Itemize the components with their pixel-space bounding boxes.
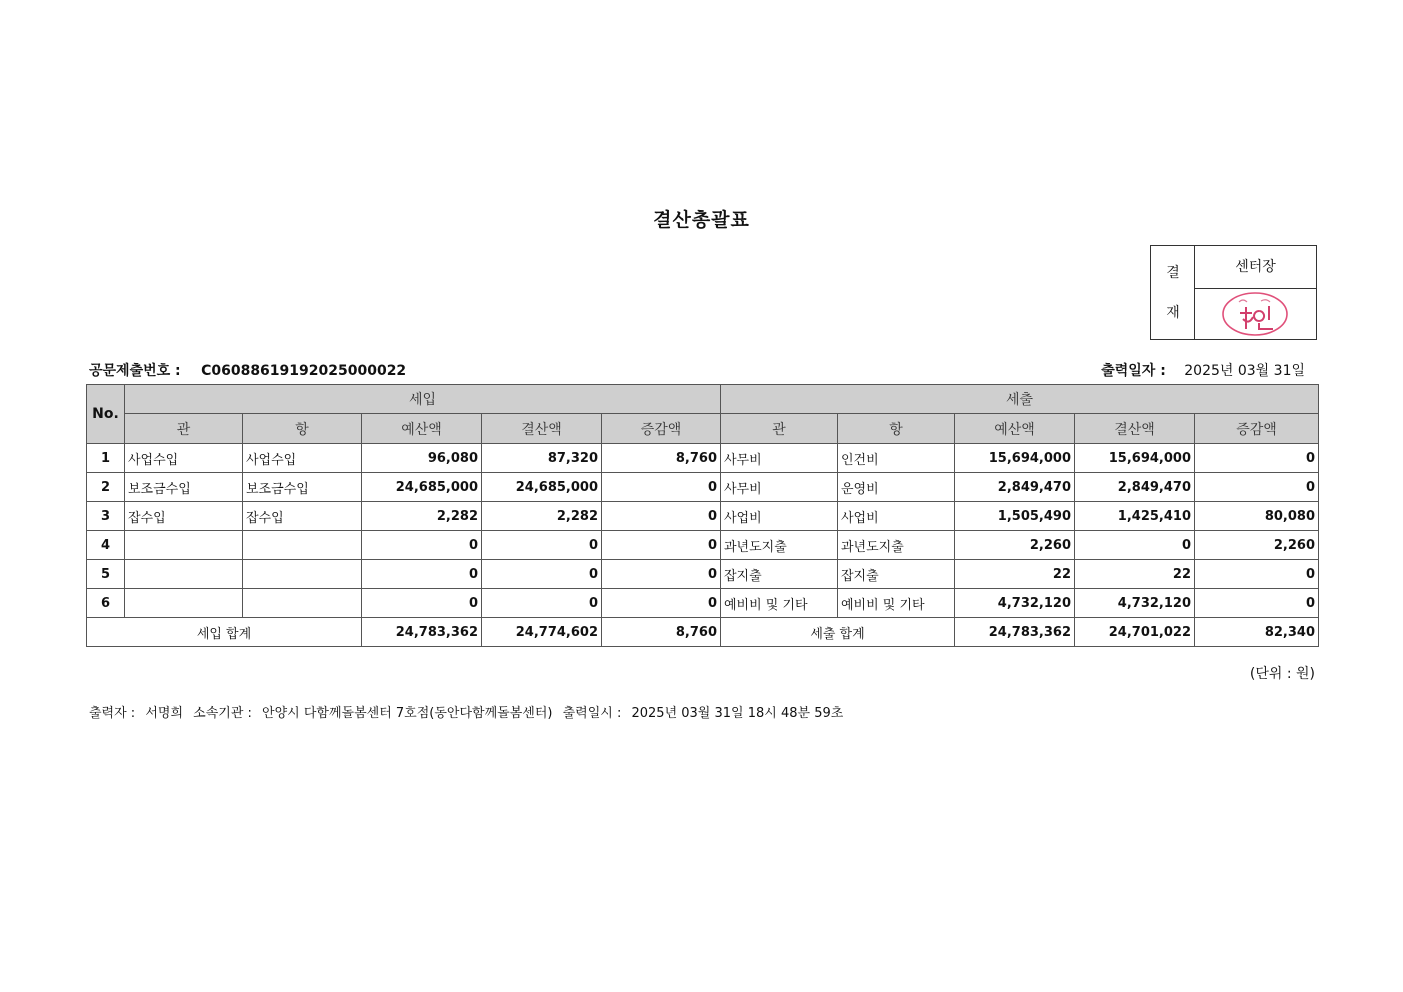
cell-ex-hang: 사업비 — [838, 502, 955, 531]
approval-label-top: 결 — [1166, 265, 1180, 281]
subheader-cell: 예산액 — [362, 414, 482, 444]
settlement-table — [86, 384, 1319, 647]
cell-no: 5 — [87, 560, 125, 589]
cell-in-settle: 0 — [482, 589, 602, 618]
income-header: 세입 — [125, 385, 721, 414]
cell-ex-hang: 과년도지출 — [838, 531, 955, 560]
doc-number-value: C06088619192025000022 — [201, 363, 407, 379]
cell-ex-gwan: 예비비 및 기타 — [721, 589, 838, 618]
cell-no: 2 — [87, 473, 125, 502]
cell-in-diff: 0 — [602, 589, 721, 618]
cell-no: 1 — [87, 444, 125, 473]
total-in-budget: 24,783,362 — [362, 618, 482, 647]
printer-value: 서명희 — [145, 706, 184, 721]
cell-ex-hang: 잡지출 — [838, 560, 955, 589]
cell-ex-gwan: 사무비 — [721, 473, 838, 502]
cell-in-hang — [243, 531, 362, 560]
total-row — [87, 618, 1319, 647]
table-row — [87, 560, 1319, 589]
cell-no: 3 — [87, 502, 125, 531]
cell-in-settle: 24,685,000 — [482, 473, 602, 502]
cell-in-diff: 0 — [602, 531, 721, 560]
cell-in-gwan: 보조금수입 — [125, 473, 243, 502]
cell-in-gwan: 사업수입 — [125, 444, 243, 473]
cell-ex-budget: 1,505,490 — [955, 502, 1075, 531]
cell-in-hang — [243, 560, 362, 589]
subheader-cell: 항 — [243, 414, 362, 444]
subheader-cell: 항 — [838, 414, 955, 444]
cell-in-settle: 2,282 — [482, 502, 602, 531]
doc-number-label: 공문제출번호 : — [89, 363, 181, 379]
subheader-cell: 증감액 — [602, 414, 721, 444]
subheader-cell: 관 — [721, 414, 838, 444]
cell-in-diff: 0 — [602, 502, 721, 531]
cell-in-settle: 0 — [482, 560, 602, 589]
total-in-label: 세입 합계 — [87, 618, 362, 647]
total-ex-settle: 24,701,022 — [1075, 618, 1195, 647]
cell-in-settle: 87,320 — [482, 444, 602, 473]
total-ex-diff: 82,340 — [1195, 618, 1319, 647]
cell-in-hang: 사업수입 — [243, 444, 362, 473]
cell-ex-budget: 2,849,470 — [955, 473, 1075, 502]
subheader-cell: 결산액 — [1075, 414, 1195, 444]
cell-in-budget: 0 — [362, 589, 482, 618]
cell-in-hang — [243, 589, 362, 618]
cell-ex-diff: 0 — [1195, 589, 1319, 618]
total-in-diff: 8,760 — [602, 618, 721, 647]
table-row — [87, 444, 1319, 473]
no-header: No. — [87, 385, 125, 444]
cell-ex-diff: 0 — [1195, 560, 1319, 589]
cell-ex-gwan: 과년도지출 — [721, 531, 838, 560]
table-body — [87, 444, 1319, 647]
approval-box — [1150, 245, 1317, 340]
print-date-value: 2025년 03월 31일 — [1184, 363, 1305, 379]
cell-ex-gwan: 사업비 — [721, 502, 838, 531]
cell-ex-settle: 22 — [1075, 560, 1195, 589]
cell-in-budget: 2,282 — [362, 502, 482, 531]
cell-ex-hang: 예비비 및 기타 — [838, 589, 955, 618]
cell-ex-hang: 인건비 — [838, 444, 955, 473]
seal-stamp-icon — [1195, 289, 1316, 339]
cell-ex-settle: 4,732,120 — [1075, 589, 1195, 618]
approval-signer-title: 센터장 — [1195, 246, 1316, 289]
cell-ex-budget: 4,732,120 — [955, 589, 1075, 618]
cell-ex-settle: 2,849,470 — [1075, 473, 1195, 502]
expense-header: 세출 — [721, 385, 1319, 414]
cell-ex-diff: 0 — [1195, 473, 1319, 502]
cell-ex-settle: 15,694,000 — [1075, 444, 1195, 473]
table-header-row — [87, 385, 1319, 414]
cell-in-hang: 보조금수입 — [243, 473, 362, 502]
org-value: 안양시 다함께돌봄센터 7호점(동안다함께돌봄센터) — [262, 706, 553, 721]
cell-in-budget: 0 — [362, 560, 482, 589]
subheader-cell: 증감액 — [1195, 414, 1319, 444]
cell-ex-budget: 22 — [955, 560, 1075, 589]
cell-ex-settle: 0 — [1075, 531, 1195, 560]
cell-in-hang: 잡수입 — [243, 502, 362, 531]
cell-in-gwan — [125, 531, 243, 560]
cell-ex-gwan: 사무비 — [721, 444, 838, 473]
subheader-cell: 결산액 — [482, 414, 602, 444]
unit-note: (단위 : 원) — [1249, 666, 1315, 682]
cell-ex-budget: 15,694,000 — [955, 444, 1075, 473]
cell-no: 6 — [87, 589, 125, 618]
total-ex-budget: 24,783,362 — [955, 618, 1075, 647]
printer-label: 출력자 : — [89, 706, 136, 721]
total-in-settle: 24,774,602 — [482, 618, 602, 647]
approval-label-bottom: 재 — [1166, 305, 1180, 321]
cell-ex-diff: 2,260 — [1195, 531, 1319, 560]
cell-in-diff: 0 — [602, 560, 721, 589]
cell-ex-gwan: 잡지출 — [721, 560, 838, 589]
cell-in-diff: 0 — [602, 473, 721, 502]
cell-ex-hang: 운영비 — [838, 473, 955, 502]
cell-in-budget: 0 — [362, 531, 482, 560]
subheader-cell: 예산액 — [955, 414, 1075, 444]
footer — [89, 702, 849, 721]
cell-ex-diff: 0 — [1195, 444, 1319, 473]
cell-in-budget: 24,685,000 — [362, 473, 482, 502]
subheader-cell: 관 — [125, 414, 243, 444]
total-ex-label: 세출 합계 — [721, 618, 955, 647]
printed-at-label: 출력일시 : — [562, 706, 622, 721]
table-row — [87, 473, 1319, 502]
org-label: 소속기관 : — [193, 706, 252, 721]
cell-in-gwan — [125, 589, 243, 618]
cell-ex-settle: 1,425,410 — [1075, 502, 1195, 531]
cell-in-gwan — [125, 560, 243, 589]
table-row — [87, 502, 1319, 531]
table-row — [87, 589, 1319, 618]
table-subheader-row — [87, 414, 1319, 444]
doc-number — [89, 360, 406, 380]
print-date — [1101, 360, 1305, 380]
approval-label — [1151, 246, 1195, 339]
print-date-label: 출력일자 : — [1101, 363, 1166, 379]
cell-ex-diff: 80,080 — [1195, 502, 1319, 531]
cell-in-budget: 96,080 — [362, 444, 482, 473]
table-row — [87, 531, 1319, 560]
page-title: 결산총괄표 — [653, 209, 750, 231]
cell-in-gwan: 잡수입 — [125, 502, 243, 531]
approval-stamp — [1195, 289, 1316, 339]
cell-ex-budget: 2,260 — [955, 531, 1075, 560]
printed-at-value: 2025년 03월 31일 18시 48분 59초 — [631, 706, 844, 721]
cell-in-settle: 0 — [482, 531, 602, 560]
cell-in-diff: 8,760 — [602, 444, 721, 473]
cell-no: 4 — [87, 531, 125, 560]
